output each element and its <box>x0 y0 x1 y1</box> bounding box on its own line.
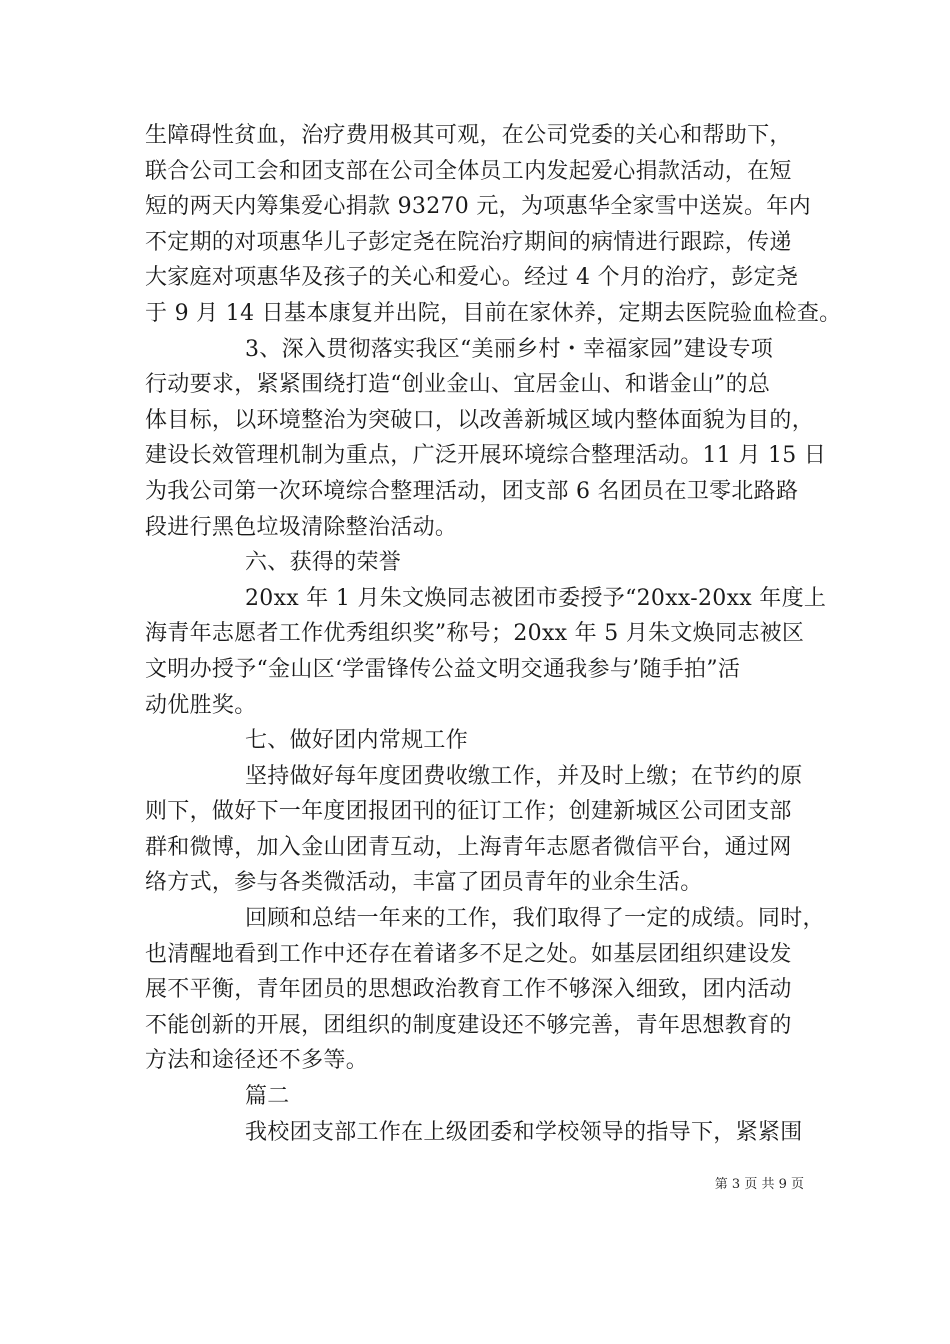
text-line: 文明办授予“金山区‘学雷锋传公益文明交通我参与’随手拍”活 <box>145 656 741 682</box>
text-line: 群和微博，加入金山团青互动，上海青年志愿者微信平台，通过网 <box>145 834 792 860</box>
text-line: 展不平衡，青年团员的思想政治教育工作不够深入细致，团内活动 <box>145 977 792 1003</box>
text-line: 为我公司第一次环境综合整理活动，团支部 6 名团员在卫零北路路 <box>145 478 799 504</box>
text-line: 不定期的对项惠华儿子彭定尧在院治疗期间的病情进行跟踪，传递 <box>145 229 792 255</box>
text-line: 短的两天内筹集爱心捐款 93270 元，为项惠华全家雪中送炭。年内 <box>145 194 811 220</box>
text-line: 联合公司工会和团支部在公司全体员工内发起爱心捐款活动，在短 <box>145 158 792 184</box>
text-line: 段进行黑色垃圾清除整治活动。 <box>145 514 458 540</box>
text-line: 六、获得的荣誉 <box>245 550 402 576</box>
text-line: 不能创新的开展，团组织的制度建设还不够完善，青年思想教育的 <box>145 1012 792 1038</box>
text-line: 建设长效管理机制为重点，广泛开展环境综合整理活动。11 月 15 日 <box>145 443 827 469</box>
text-line: 海青年志愿者工作优秀组织奖”称号；20xx 年 5 月朱文焕同志被区 <box>145 621 805 647</box>
text-line: 20xx 年 1 月朱文焕同志被团市委授予“20xx-20xx 年度上 <box>245 585 827 611</box>
text-line: 3、深入贯彻落实我区“美丽乡村・幸福家园”建设专项 <box>245 336 773 362</box>
text-line: 络方式，参与各类微活动，丰富了团员青年的业余生活。 <box>145 870 703 896</box>
text-line: 则下，做好下一年度团报团刊的征订工作；创建新城区公司团支部 <box>145 799 792 825</box>
text-line: 行动要求，紧紧围绕打造“创业金山、宜居金山、和谐金山”的总 <box>145 372 771 398</box>
text-line: 也清醒地看到工作中还存在着诸多不足之处。如基层团组织建设发 <box>145 941 792 967</box>
text-line: 动优胜奖。 <box>145 692 257 718</box>
text-line: 篇二 <box>245 1084 290 1110</box>
text-line: 大家庭对项惠华及孩子的关心和爱心。经过 4 个月的治疗，彭定尧 <box>145 265 799 291</box>
text-line: 体目标，以环境整治为突破口，以改善新城区域内整体面貌为目的， <box>145 407 815 433</box>
text-line: 七、做好团内常规工作 <box>245 728 469 754</box>
text-line: 我校团支部工作在上级团委和学校领导的指导下，紧紧围 <box>245 1119 803 1145</box>
text-line: 回顾和总结一年来的工作，我们取得了一定的成绩。同时， <box>245 906 825 932</box>
text-line: 于 9 月 14 日基本康复并出院，目前在家休养，定期去医院验血检查。 <box>145 300 842 326</box>
page-number: 第 3 页 共 9 页 <box>714 1177 804 1192</box>
text-line: 方法和途径还不多等。 <box>145 1048 369 1074</box>
document-body <box>145 118 842 1150</box>
text-line: 生障碍性贫血，治疗费用极其可观，在公司党委的关心和帮助下， <box>145 123 792 148</box>
text-line: 坚持做好每年度团费收缴工作，并及时上缴；在节约的原 <box>245 763 803 789</box>
